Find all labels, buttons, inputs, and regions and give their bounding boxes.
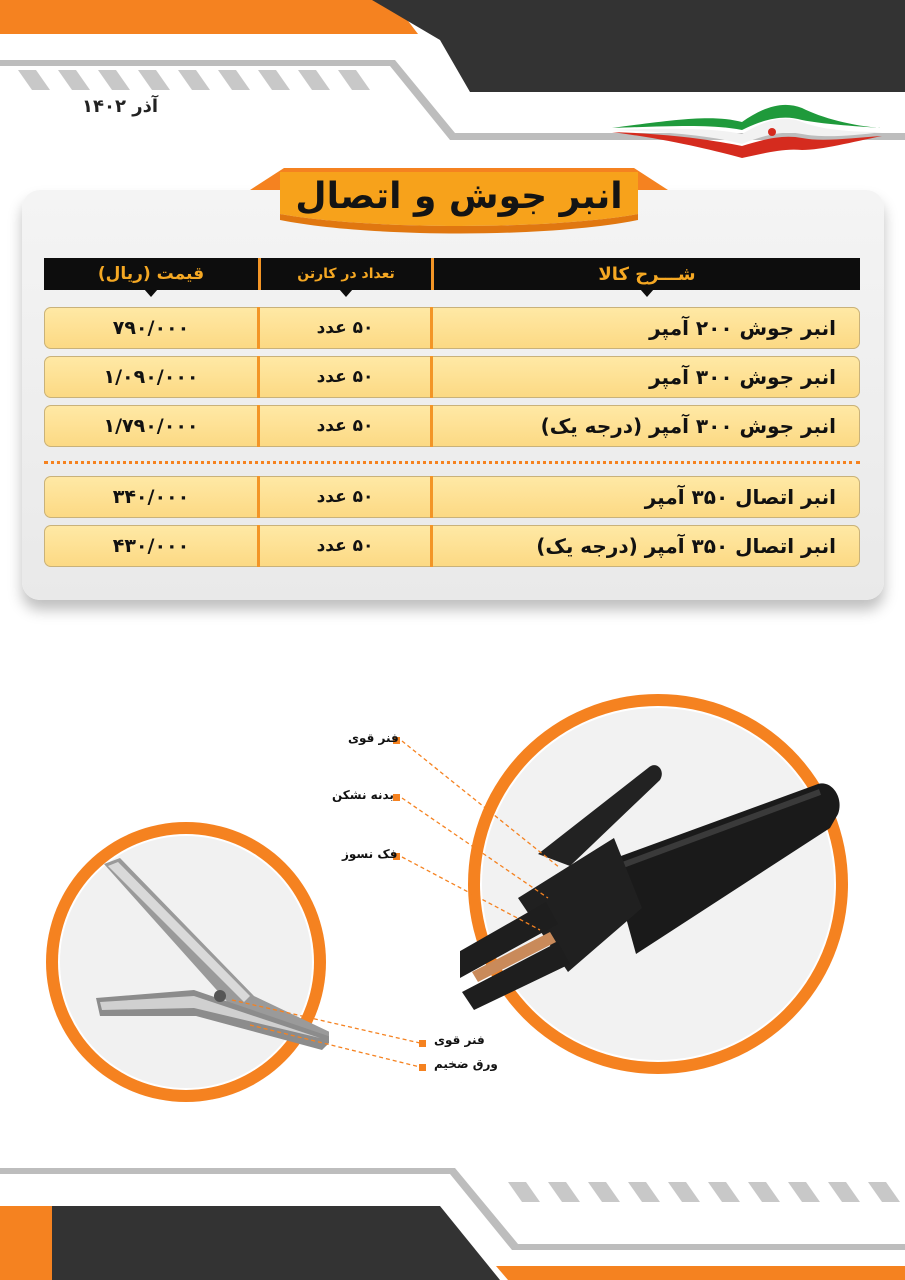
callout-marker-icon (393, 794, 400, 801)
page-title: انبر جوش و اتصال (295, 176, 623, 217)
header-desc-label: شـــرح کالا (598, 263, 696, 285)
callout-spring: فنر قوی (348, 731, 399, 745)
desc-cell: انبر جوش ۲۰۰ آمپر (649, 316, 836, 340)
desc-cell: انبر اتصال ۳۵۰ آمپر (644, 485, 836, 509)
qty-cell: ۵۰ عدد (316, 318, 374, 338)
price-cell: ۳۴۰/۰۰۰ (112, 486, 190, 508)
callout-clamp-spring: فنر قوی (434, 1033, 485, 1047)
qty-cell: ۵۰ عدد (316, 536, 374, 556)
desc-cell: انبر اتصال ۳۵۰ آمپر (درجه یک) (536, 534, 836, 558)
callout-marker-icon (419, 1040, 426, 1047)
qty-cell: ۵۰ عدد (316, 367, 374, 387)
callout-body: بدنه نشکن (332, 788, 394, 802)
issue-date: آذر ۱۴۰۲ (82, 96, 158, 117)
callout-marker-icon (419, 1064, 426, 1071)
callout-clamp-sheet: ورق ضخیم (434, 1057, 498, 1071)
price-cell: ۴۳۰/۰۰۰ (112, 535, 190, 557)
qty-cell: ۵۰ عدد (316, 416, 374, 436)
price-cell: ۷۹۰/۰۰۰ (112, 317, 190, 339)
desc-cell: انبر جوش ۳۰۰ آمپر (درجه یک) (540, 414, 836, 438)
qty-cell: ۵۰ عدد (316, 487, 374, 507)
header-qty-label: تعداد در کارتن (297, 266, 395, 282)
price-cell: ۱/۷۹۰/۰۰۰ (103, 415, 199, 437)
price-cell: ۱/۰۹۰/۰۰۰ (103, 366, 199, 388)
callout-jaw: فک نسوز (342, 847, 398, 861)
desc-cell: انبر جوش ۳۰۰ آمپر (649, 365, 836, 389)
header-price-label: قیمت (ریال) (97, 264, 205, 284)
bottom-banner (0, 1168, 905, 1280)
